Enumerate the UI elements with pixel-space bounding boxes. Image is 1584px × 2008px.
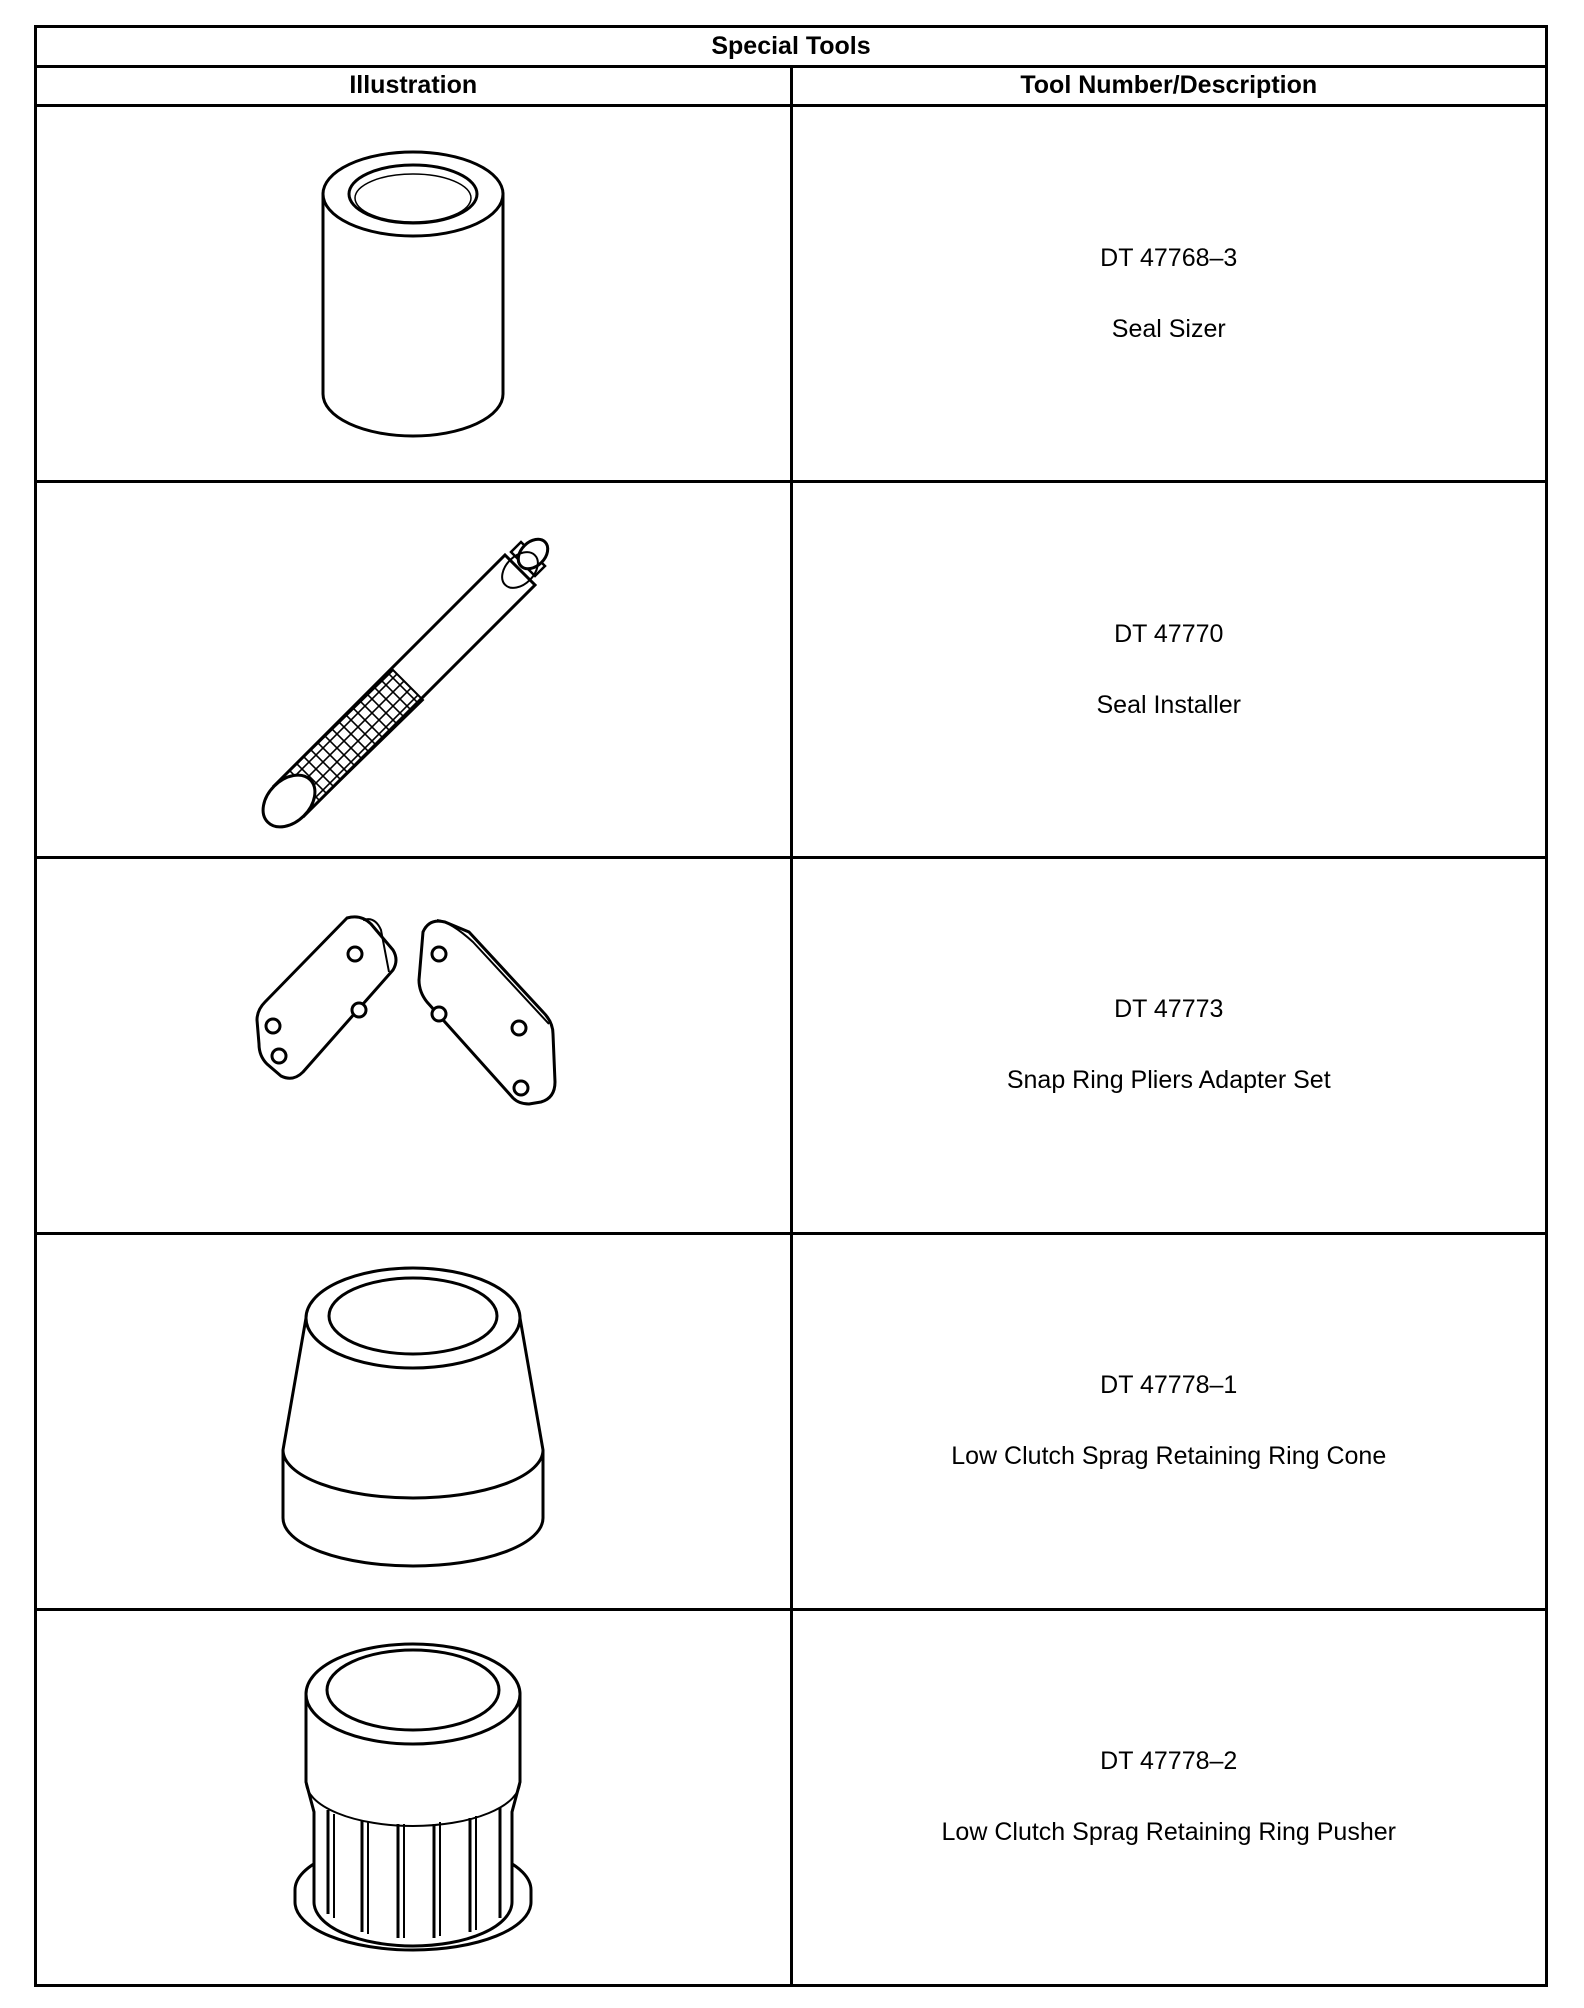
table-row bbox=[36, 1233, 1547, 1609]
tool-number: DT 47768–3 bbox=[1100, 243, 1238, 272]
tool-number: DT 47778–2 bbox=[1100, 1747, 1238, 1776]
illustration-cell bbox=[36, 858, 792, 1234]
description-cell bbox=[791, 106, 1547, 482]
table-row bbox=[36, 858, 1547, 1234]
snap-ring-pliers-adapter-illustration bbox=[243, 910, 583, 1180]
table-title: Special Tools bbox=[36, 27, 1547, 67]
description-cell bbox=[791, 1233, 1547, 1609]
tool-number: DT 47773 bbox=[1114, 995, 1224, 1024]
retaining-ring-cone-illustration bbox=[278, 1256, 548, 1586]
tool-description: Low Clutch Sprag Retaining Ring Pusher bbox=[941, 1818, 1396, 1847]
tool-description: Snap Ring Pliers Adapter Set bbox=[1006, 1066, 1331, 1095]
tool-number: DT 47778–1 bbox=[1100, 1371, 1238, 1400]
retaining-ring-pusher-illustration bbox=[288, 1632, 538, 1962]
column-header-illustration: Illustration bbox=[36, 66, 792, 106]
seal-sizer-illustration bbox=[313, 134, 513, 454]
seal-installer-illustration bbox=[253, 510, 573, 830]
tool-number: DT 47770 bbox=[1114, 619, 1224, 648]
special-tools-table bbox=[34, 25, 1548, 1987]
illustration-cell bbox=[36, 106, 792, 482]
illustration-cell bbox=[36, 482, 792, 858]
tool-description: Seal Sizer bbox=[1111, 314, 1226, 343]
description-cell bbox=[791, 482, 1547, 858]
description-cell bbox=[791, 1609, 1547, 1985]
table-row bbox=[36, 106, 1547, 482]
tool-description: Seal Installer bbox=[1096, 690, 1242, 719]
description-cell bbox=[791, 858, 1547, 1234]
column-header-description: Tool Number/Description bbox=[791, 66, 1547, 106]
illustration-cell bbox=[36, 1233, 792, 1609]
illustration-cell bbox=[36, 1609, 792, 1985]
table-row bbox=[36, 1609, 1547, 1985]
table-row bbox=[36, 482, 1547, 858]
tool-description: Low Clutch Sprag Retaining Ring Cone bbox=[951, 1442, 1387, 1471]
